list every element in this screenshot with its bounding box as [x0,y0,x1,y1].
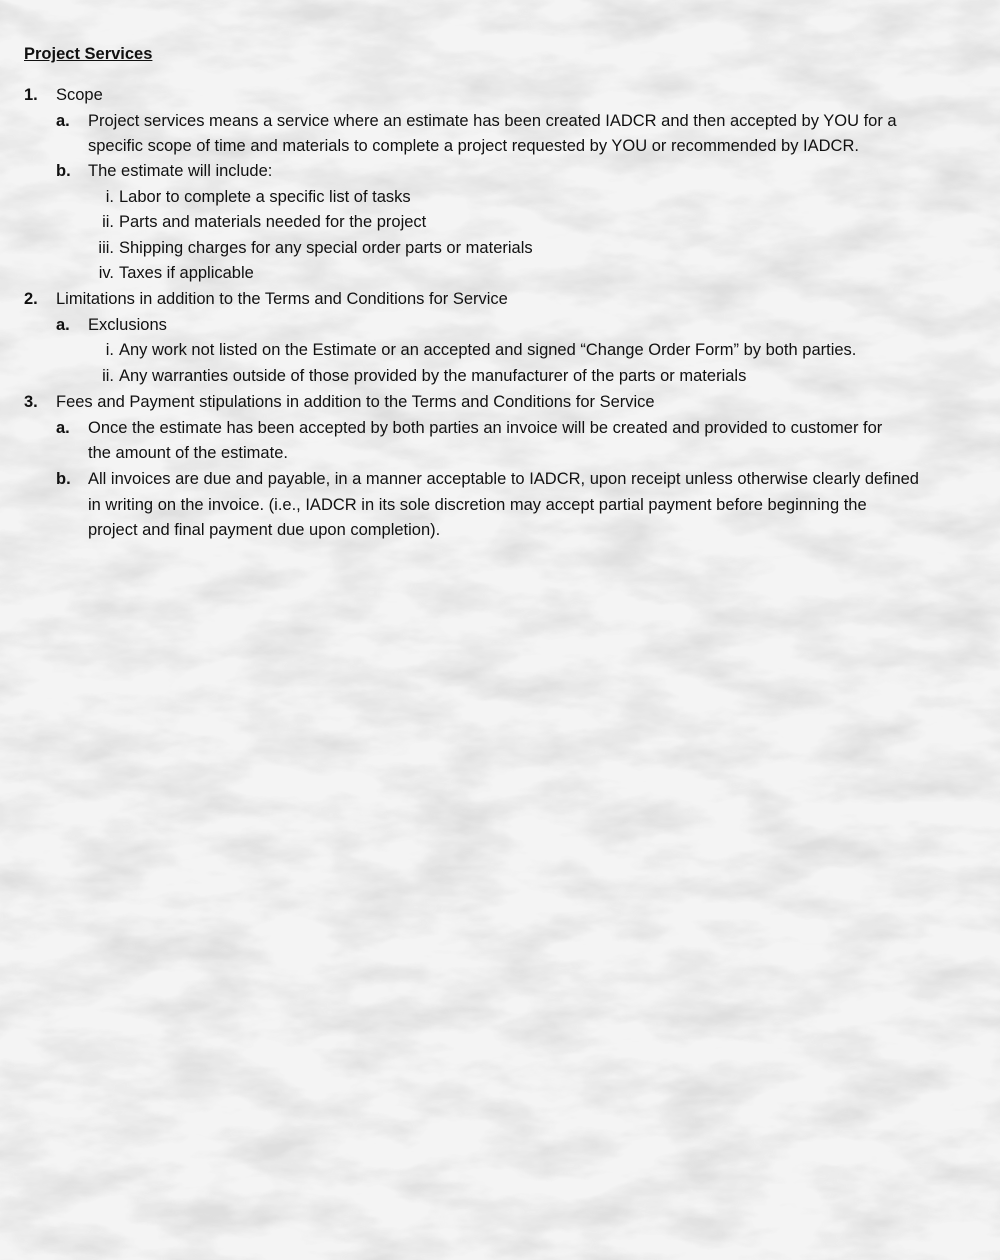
item-text: Exclusions [88,316,167,334]
subitem-text: Parts and materials needed for the project [119,213,427,231]
item-text: Once the estimate has been accepted by both parties an invoice will be created and provided to customer for [88,419,883,437]
item-text: project and final payment due upon completion). [88,521,441,539]
item-text: the amount of the estimate. [88,444,288,462]
section-number: 1. [24,86,38,104]
item-letter: b. [56,470,71,488]
item-text: The estimate will include: [88,162,273,180]
subitem-numeral: i. [105,188,114,206]
item-letter: a. [56,112,70,130]
section-title: Fees and Payment stipulations in addition to the Terms and Conditions for Service [56,393,655,411]
page-title: Project Services [24,45,153,63]
section-title: Scope [56,86,103,104]
item-letter: a. [56,316,70,334]
item-text: All invoices are due and payable, in a manner acceptable to IADCR, upon receipt unless otherwise clearly defined [88,470,919,488]
section-number: 2. [24,290,38,308]
subitem-text: Any warranties outside of those provided by the manufacturer of the parts or materials [119,367,747,385]
subitem-text: Taxes if applicable [119,264,254,282]
item-text: Project services means a service where an estimate has been created IADCR and then accepted by YOU for a [88,112,897,130]
subitem-numeral: iii. [98,239,114,257]
subitem-numeral: i. [105,341,114,359]
item-letter: b. [56,162,71,180]
subitem-numeral: ii. [102,367,114,385]
item-text: specific scope of time and materials to complete a project requested by YOU or recommended by IADCR. [88,137,859,155]
subitem-text: Shipping charges for any special order parts or materials [119,239,533,257]
item-text: in writing on the invoice. (i.e., IADCR in its sole discretion may accept partial payment before beginning the [88,496,867,514]
section-title: Limitations in addition to the Terms and Conditions for Service [56,290,508,308]
section-number: 3. [24,393,38,411]
subitem-numeral: ii. [102,213,114,231]
subitem-text: Any work not listed on the Estimate or an accepted and signed “Change Order Form” by both parties. [119,341,857,359]
subitem-numeral: iv. [98,264,114,282]
subitem-text: Labor to complete a specific list of tasks [119,188,411,206]
item-letter: a. [56,419,70,437]
